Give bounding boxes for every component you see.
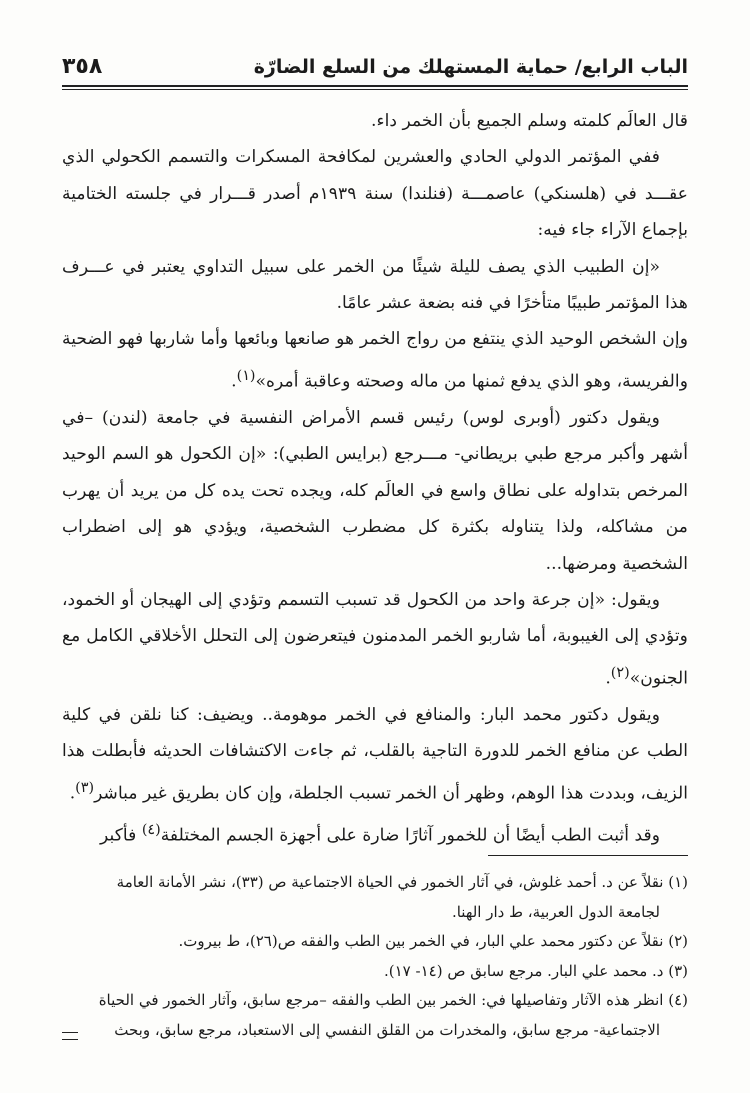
- page-number: ٣٥٨: [62, 54, 103, 79]
- paragraph-4: [62, 321, 688, 400]
- footnotes: [62, 868, 688, 1045]
- footnote-2: (٢) نقلاً عن دكتور محمد علي البار، في الخمر بين الطب والفقه ص(٢٦)، ط بيروت.: [178, 932, 688, 950]
- paragraph-6: [62, 582, 688, 697]
- paragraph-7-text: ويقول دكتور محمد البار: والمنافع في الخمر موهومة.. ويضيف: كنا نلقن في كلية الطب عن منافع الخمر للدورة التاجية بالقلب، ثم جاءت الاكتشافات الحديثه فأبطلت هذا الزيف، وبددت هذا الوهم، وظهر أن الخمر تسبب الجلطة، وإن كان بطريق غير مباشر: [62, 704, 688, 804]
- paragraph-3: «إن الطبيب الذي يصف لليلة شيئًا من الخمر على سبيل التداوي يعتبر في عـــرف هذا المؤتمر طبيبًا متأخرًا في فنه بضعة عشر عامًا.: [62, 256, 688, 314]
- paragraph-6-text: ويقول: «إن جرعة واحد من الكحول قد تسبب التسمم وتؤدي إلى الهيجان أو الخمود، وتؤدي إلى الغيبوبة، أما شاربو الخمر المدمنون فيتعرضون إلى التحلل الأخلاقي الكامل مع الجنون»: [62, 590, 688, 689]
- chapter-title: الباب الرابع/ حماية المستهلك من السلع الضارّة: [253, 56, 688, 78]
- body-text: [62, 103, 688, 854]
- paragraph-4-text: وإن الشخص الوحيد الذي ينتفع من رواج الخمر هو صانعها وبائعها وأما شاربها فهو الضحية والفريسة، وهو الذي يدفع ثمنها من ماله وصحته وعاقبة أمره»: [62, 329, 688, 392]
- header-rule: [62, 85, 688, 87]
- footnote-ref-4: (٤): [141, 821, 161, 838]
- paragraph-4-end: .: [231, 371, 237, 392]
- paragraph-6-end: .: [605, 668, 611, 689]
- footnote-4: (٤) انظر هذه الآثار وتفاصيلها في: الخمر بين الطب والفقه –مرجع سابق، وآثار الخمور في الحياة: [98, 991, 688, 1009]
- footnote-ref-1: (١): [236, 367, 256, 384]
- continuation-mark: [62, 1032, 78, 1040]
- paragraph-1: قال العالَم كلمته وسلم الجميع بأن الخمر داء.: [371, 111, 688, 131]
- running-header: [62, 52, 688, 92]
- footnote-3: (٣) د. محمد علي البار. مرجع سابق ص (١٤- ١٧).: [384, 961, 688, 980]
- paragraph-8-text: وقد أثبت الطب أيضًا أن للخمور آثارًا ضارة على أجهزة الجسم المختلفة: [160, 825, 660, 846]
- paragraph-5: ويقول دكتور (أوبرى لوس) رئيس قسم الأمراض النفسية في جامعة (لندن) –في أشهر وأكبر مرجع طبي بريطاني- مـــرجع (برايس الطبي): «إن الكحول هو السم الوحيد المرخص بتداوله على نطاق واسع في العالَم كله، ويجده تحت يده كل من يريد أن يهرب من مشاكله، ولذا يتناوله بكثرة كل مضطرب الشخصية، ويؤدي هو إلى اضطراب الشخصية ومرضها...: [62, 407, 688, 574]
- paragraph-7: [62, 697, 688, 812]
- footnote-1-continued: لجامعة الدول العربية، ط دار الهنا.: [451, 902, 660, 921]
- paragraph-2: ففي المؤتمر الدولي الحادي والعشرين لمكافحة المسكرات والتسمم الكحولي الذي عقـــد في (هلسنكي) عاصمـــة (فنلندا) سنة ١٩٣٩م أصدر قـــرار في جلسته الختامية بإجماع الآراء جاء فيه:: [62, 147, 688, 241]
- footnote-4-continued: الاجتماعية- مرجع سابق، والمخدرات من القلق النفسي إلى الاستعباد، مرجع سابق، وبحث: [114, 1020, 660, 1039]
- footnote-1: (١) نقلاً عن د. أحمد غلوش، في آثار الخمور في الحياة الاجتماعية ص (٣٣)، نشر الأمانة العامة: [116, 873, 688, 891]
- footnote-separator: [488, 855, 688, 856]
- paragraph-7-end: .: [69, 783, 76, 804]
- paragraph-8: [62, 812, 688, 854]
- header-rule-thin: [62, 89, 688, 90]
- footnote-ref-2: (٢): [610, 664, 630, 681]
- paragraph-8-tail: فأكبر: [100, 825, 142, 846]
- footnote-ref-3: (٣): [75, 779, 95, 796]
